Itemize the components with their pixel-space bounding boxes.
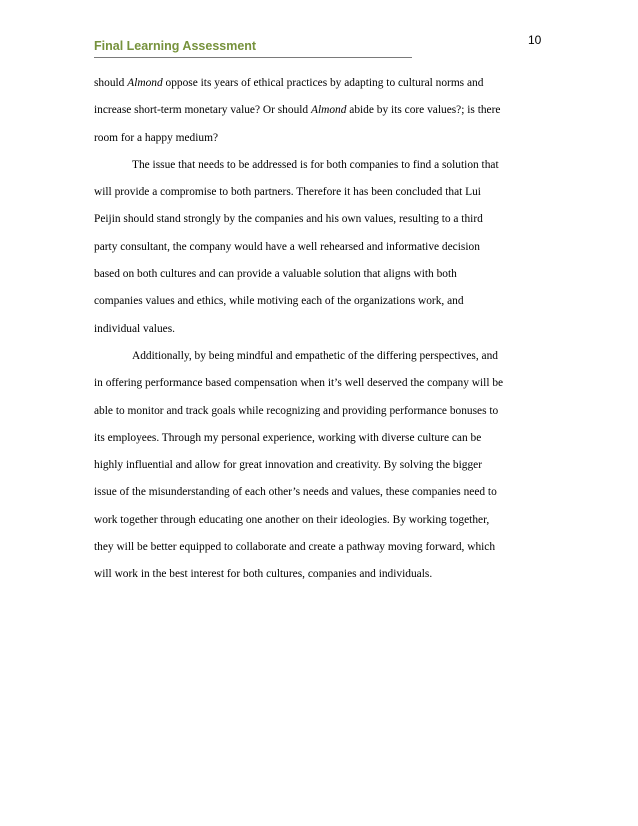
- paragraph-2-line: based on both cultures and can provide a valuable solution that aligns with both: [94, 268, 457, 281]
- paragraph-3-line: its employees. Through my personal experience, working with diverse culture can be: [94, 431, 482, 444]
- paragraph-2-line: party consultant, the company would have a well rehearsed and informative decision: [94, 240, 480, 253]
- paragraph-2-line: companies values and ethics, while motiving each of the organizations work, and: [94, 295, 464, 308]
- page-number: 10: [528, 33, 542, 47]
- page-header: [94, 37, 412, 58]
- paragraph-3-line: they will be better equipped to collaborate and create a pathway moving forward, which: [94, 541, 496, 554]
- company-name: Almond: [127, 77, 163, 89]
- paragraph-1-line-1: should Almond oppose its years of ethical practices by adapting to cultural norms and: [94, 77, 484, 89]
- paragraph-2-line: The issue that needs to be addressed is for both companies to find a solution that: [132, 158, 499, 171]
- paragraph-3-line: in offering performance based compensation when it’s well deserved the company will be: [94, 377, 504, 390]
- company-name: Almond: [310, 104, 347, 117]
- paragraph-1-line-3: room for a happy medium?: [94, 131, 218, 144]
- header-title: Final Learning Assessment: [94, 39, 257, 53]
- paragraph-2-line: Peijin should stand strongly by the companies and his own values, resulting to a third: [94, 213, 483, 226]
- document-body: [94, 70, 554, 589]
- paragraph-2-line: individual values.: [94, 322, 175, 335]
- paragraph-3-line: Additionally, by being mindful and empathetic of the differing perspectives, and: [132, 349, 498, 362]
- paragraph-3-line: issue of the misunderstanding of each other’s needs and values, these companies need to: [94, 486, 497, 499]
- paragraph-1-line-2: increase short-term monetary value? Or should Almond abide by its core values?; is there: [94, 104, 501, 117]
- paragraph-3-line: able to monitor and track goals while recognizing and providing performance bonuses to: [94, 404, 499, 417]
- paragraph-3-line: will work in the best interest for both cultures, companies and individuals.: [94, 568, 433, 581]
- paragraph-3-line: highly influential and allow for great innovation and creativity. By solving the bigger: [94, 459, 483, 472]
- paragraph-2-line: will provide a compromise to both partners. Therefore it has been concluded that Lui: [94, 186, 481, 199]
- paragraph-3-line: work together through educating one another on their ideologies. By working together,: [94, 513, 490, 526]
